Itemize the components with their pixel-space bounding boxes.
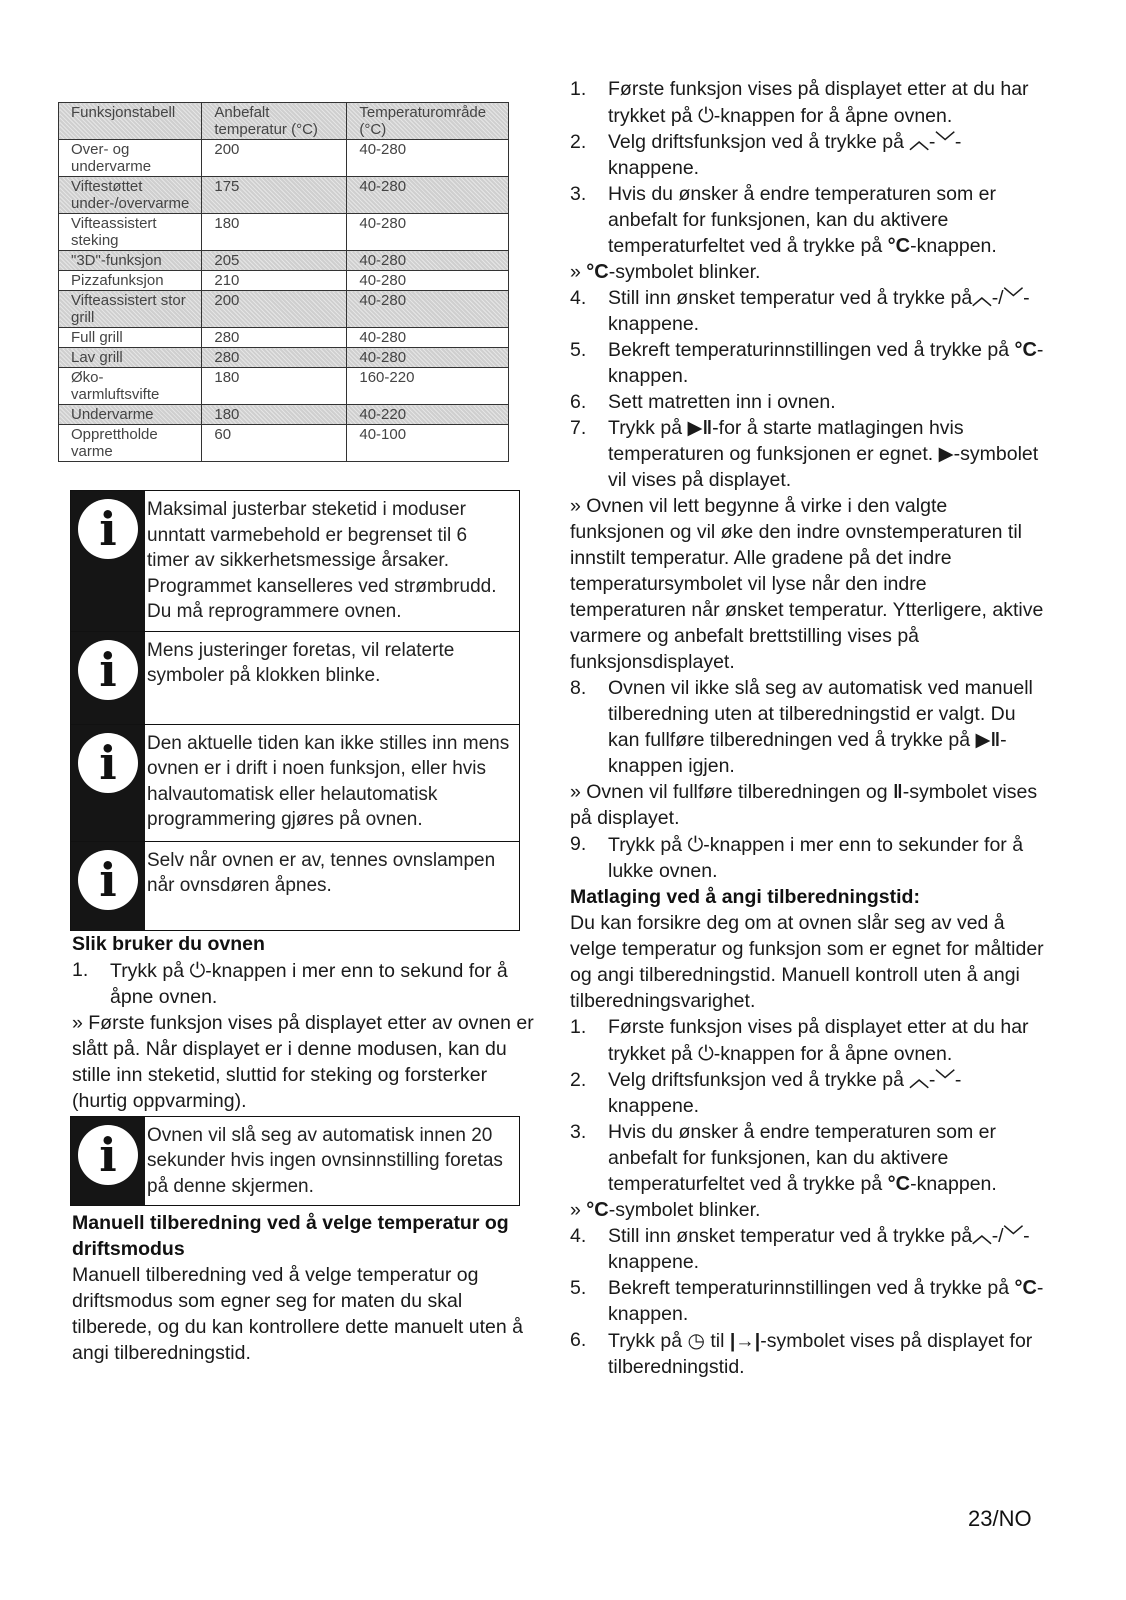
table-row bbox=[59, 368, 509, 405]
end-time-icon: |→| bbox=[729, 1330, 761, 1352]
table-row bbox=[59, 140, 509, 177]
clock-icon: ◷ bbox=[687, 1328, 705, 1352]
table-row bbox=[59, 251, 509, 271]
table-cell: "3D"-funksjon bbox=[59, 251, 202, 271]
info-icon: i bbox=[71, 491, 145, 631]
list-item: 8. Ovnen vil ikke slå seg av automatisk ved manuell tilberedning uten at tilberedningstid er valgt. Du kan fullføre tilberedningen ved å trykke på ▶‖-knappen igjen. bbox=[570, 677, 1033, 777]
info-box bbox=[70, 842, 520, 931]
table-cell: Vifteassistert stor grill bbox=[59, 291, 202, 328]
list-item: 5. Bekreft temperaturinnstillingen ved å trykke på °C-knappen. bbox=[570, 1277, 1044, 1325]
table-cell: 40-280 bbox=[347, 214, 509, 251]
table-cell: 40-100 bbox=[347, 425, 509, 462]
page-number: 23/NO bbox=[968, 1506, 1032, 1531]
table-cell: 40-220 bbox=[347, 405, 509, 425]
usage-section bbox=[72, 931, 538, 1114]
info-text: Mens justeringer foretas, vil relaterte symboler på klokken blinke. bbox=[147, 639, 455, 686]
paragraph: Du kan forsikre deg om at ovnen slår seg av ved å velge temperatur og funksjon som er egnet for måltider og angi tilberedningstid. Manuell kontroll uten å angi tilberedningsvarighet. bbox=[570, 912, 1044, 1012]
table-cell: 205 bbox=[202, 251, 347, 271]
table-cell: 180 bbox=[202, 405, 347, 425]
power-icon: ⏻ bbox=[697, 103, 714, 127]
table-cell: 160-220 bbox=[347, 368, 509, 405]
temperature-icon: °C bbox=[1014, 339, 1037, 361]
table-row bbox=[59, 425, 509, 462]
power-icon: ⏻ bbox=[189, 957, 206, 982]
play-icon: ▶ bbox=[975, 729, 991, 751]
up-arrow-icon: ︿ bbox=[909, 131, 929, 153]
table-cell: Full grill bbox=[59, 328, 202, 348]
down-arrow-icon: ﹀ bbox=[1003, 287, 1024, 309]
list-item: 6. Sett matretten inn i ovnen. bbox=[570, 391, 836, 413]
table-header-cell: Funksjonstabell bbox=[59, 103, 202, 140]
info-box bbox=[70, 632, 520, 725]
table-cell: 40-280 bbox=[347, 348, 509, 368]
table-header-cell: Temperaturområde (°C) bbox=[347, 103, 509, 140]
info-text: Ovnen vil slå seg av automatisk innen 20 sekunder hvis ingen ovnsinnstilling foretas på denne skjermen. bbox=[147, 1124, 503, 1197]
table-cell: 40-280 bbox=[347, 291, 509, 328]
info-icon: i bbox=[71, 725, 145, 841]
note-text: » Ovnen vil lett begynne å virke i den valgte funksjonen og vil øke den indre ovnstemperaturen til innstilt temperatur. Alle gradene på det indre temperatursymbolet vil lyse når den indre temperaturen når ønsket temperatur. Ytterligere, aktive varmere og anbefalt brettstilling vises på funksjonsdisplayet. bbox=[570, 495, 1044, 673]
temperature-icon: °C bbox=[586, 261, 609, 283]
down-arrow-icon: ﹀ bbox=[1003, 1225, 1024, 1247]
manual-section bbox=[72, 1210, 538, 1366]
table-cell: Opprettholde varme bbox=[59, 425, 202, 462]
info-icon: i bbox=[71, 632, 145, 724]
info-box bbox=[70, 725, 520, 842]
power-icon: ⏻ bbox=[687, 832, 704, 856]
info-icon: i bbox=[71, 1117, 145, 1206]
left-column bbox=[58, 102, 538, 1366]
table-row bbox=[59, 214, 509, 251]
list-item: 4. Still inn ønsket temperatur ved å trykke på︿-/﹀-knappene. bbox=[570, 1225, 1030, 1273]
power-icon: ⏻ bbox=[697, 1041, 714, 1065]
list-item: 2. Velg driftsfunksjon ved å trykke på ︿-﹀-knappene. bbox=[570, 1069, 962, 1117]
list-item: 4. Still inn ønsket temperatur ved å trykke på︿-/﹀-knappene. bbox=[570, 287, 1030, 335]
list-number: 1. bbox=[72, 958, 89, 981]
list-item: 6. Trykk på ◷ til |→|-symbolet vises på displayet for tilberedningstid. bbox=[570, 1328, 1033, 1378]
table-row bbox=[59, 177, 509, 214]
table-row bbox=[59, 271, 509, 291]
table-cell: 180 bbox=[202, 368, 347, 405]
list-item: 3. Hvis du ønsker å endre temperaturen som er anbefalt for funksjonen, kan du aktivere temperaturfeltet ved å trykke på °C-knappen. bbox=[570, 1121, 997, 1195]
section-heading: Matlaging ved å angi tilberedningstid: bbox=[570, 886, 920, 908]
list-item: 2. Velg driftsfunksjon ved å trykke på ︿-﹀-knappene. bbox=[570, 131, 962, 179]
table-cell: Viftestøttet under-/overvarme bbox=[59, 177, 202, 214]
table-cell: 40-280 bbox=[347, 177, 509, 214]
info-icon: i bbox=[71, 842, 145, 930]
table-row bbox=[59, 348, 509, 368]
pause-icon: ‖ bbox=[702, 417, 713, 439]
table-row bbox=[59, 405, 509, 425]
table-cell: Pizzafunksjon bbox=[59, 271, 202, 291]
list-item: 1. Første funksjon vises på displayet etter at du har trykket på ⏻-knappen for å åpne ovnen. bbox=[570, 78, 1029, 127]
up-arrow-icon: ︿ bbox=[972, 287, 992, 309]
table-cell: 180 bbox=[202, 214, 347, 251]
play-icon: ▶ bbox=[938, 443, 954, 465]
table-cell: 280 bbox=[202, 348, 347, 368]
note-text: » °C-symbolet blinker. bbox=[570, 1199, 761, 1221]
table-cell: 40-280 bbox=[347, 328, 509, 348]
up-arrow-icon: ︿ bbox=[909, 1069, 929, 1091]
table-cell: Over- og undervarme bbox=[59, 140, 202, 177]
table-row bbox=[59, 328, 509, 348]
list-item bbox=[72, 957, 538, 1010]
info-box bbox=[70, 1116, 520, 1207]
info-box bbox=[70, 490, 520, 632]
table-cell: 40-280 bbox=[347, 271, 509, 291]
table-cell: 40-280 bbox=[347, 251, 509, 271]
table-cell: 40-280 bbox=[347, 140, 509, 177]
pause-icon: ‖ bbox=[990, 729, 1001, 751]
table-cell: 200 bbox=[202, 140, 347, 177]
list-item: 1. Første funksjon vises på displayet etter at du har trykket på ⏻-knappen for å åpne ovnen. bbox=[570, 1016, 1029, 1065]
function-table bbox=[58, 102, 509, 462]
down-arrow-icon: ﹀ bbox=[935, 1069, 955, 1091]
table-cell: Undervarme bbox=[59, 405, 202, 425]
temperature-icon: °C bbox=[586, 1199, 609, 1221]
note-text: » °C-symbolet blinker. bbox=[570, 261, 761, 283]
table-cell: 175 bbox=[202, 177, 347, 214]
note-text: » Første funksjon vises på displayet etter av ovnen er slått på. Når displayet er i denne modusen, kan du stille inn steketid, sluttid for steking og forsterker (hurtig oppvarming). bbox=[72, 1011, 534, 1112]
info-text: Selv når ovnen er av, tennes ovnslampen når ovnsdøren åpnes. bbox=[147, 849, 496, 896]
table-cell: 210 bbox=[202, 271, 347, 291]
table-header-row bbox=[59, 103, 509, 140]
info-text: Maksimal justerbar steketid i moduser unntatt varmebehold er begrenset til 6 timer av sikkerhetsmessige årsaker. Programmet kanselleres ved strømbrudd. Du må reprogrammere ovnen. bbox=[147, 499, 497, 622]
list-item: 7. Trykk på ▶‖-for å starte matlagingen hvis temperaturen og funksjonen er egnet. ▶-symbolet vil vises på displayet. bbox=[570, 417, 1039, 491]
table-cell: Vifteassistert steking bbox=[59, 214, 202, 251]
temperature-icon: °C bbox=[887, 1173, 911, 1195]
table-cell: Øko-varmluftsvifte bbox=[59, 368, 202, 405]
table-cell: 280 bbox=[202, 328, 347, 348]
section-heading: Manuell tilberedning ved å velge temperatur og driftsmodus bbox=[72, 1212, 509, 1260]
note-text: » Ovnen vil fullføre tilberedningen og ‖-symbolet vises på displayet. bbox=[570, 781, 1038, 829]
down-arrow-icon: ﹀ bbox=[935, 131, 955, 153]
paragraph: Manuell tilberedning ved å velge temperatur og driftsmodus som egner seg for maten du skal tilberede, og du kan kontrollere dette manuelt uten å angi tilberedningstid. bbox=[72, 1264, 523, 1364]
list-item: 3. Hvis du ønsker å endre temperaturen som er anbefalt for funksjonen, kan du aktivere temperaturfeltet ved å trykke på °C-knappen. bbox=[570, 183, 997, 257]
right-column bbox=[570, 76, 1046, 1380]
temperature-icon: °C bbox=[1014, 1277, 1037, 1299]
play-icon: ▶ bbox=[687, 417, 703, 439]
up-arrow-icon: ︿ bbox=[972, 1225, 992, 1247]
pause-icon: ‖ bbox=[893, 781, 903, 803]
list-item: 9. Trykk på ⏻-knappen i mer enn to sekunder for å lukke ovnen. bbox=[570, 832, 1024, 882]
table-row bbox=[59, 291, 509, 328]
section-heading: Slik bruker du ovnen bbox=[72, 932, 265, 955]
temperature-icon: °C bbox=[887, 235, 911, 257]
table-cell: Lav grill bbox=[59, 348, 202, 368]
table-cell: 200 bbox=[202, 291, 347, 328]
list-text: Trykk på ⏻-knappen i mer enn to sekund for å åpne ovnen. bbox=[110, 957, 508, 1008]
table-cell: 60 bbox=[202, 425, 347, 462]
list-item: 5. Bekreft temperaturinnstillingen ved å trykke på °C-knappen. bbox=[570, 339, 1044, 387]
table-header-cell: Anbefalt temperatur (°C) bbox=[202, 103, 347, 140]
info-text: Den aktuelle tiden kan ikke stilles inn mens ovnen er i drift i noen funksjon, eller hvis halvautomatisk eller helautomatisk programmering gjøres på ovnen. bbox=[147, 732, 510, 830]
